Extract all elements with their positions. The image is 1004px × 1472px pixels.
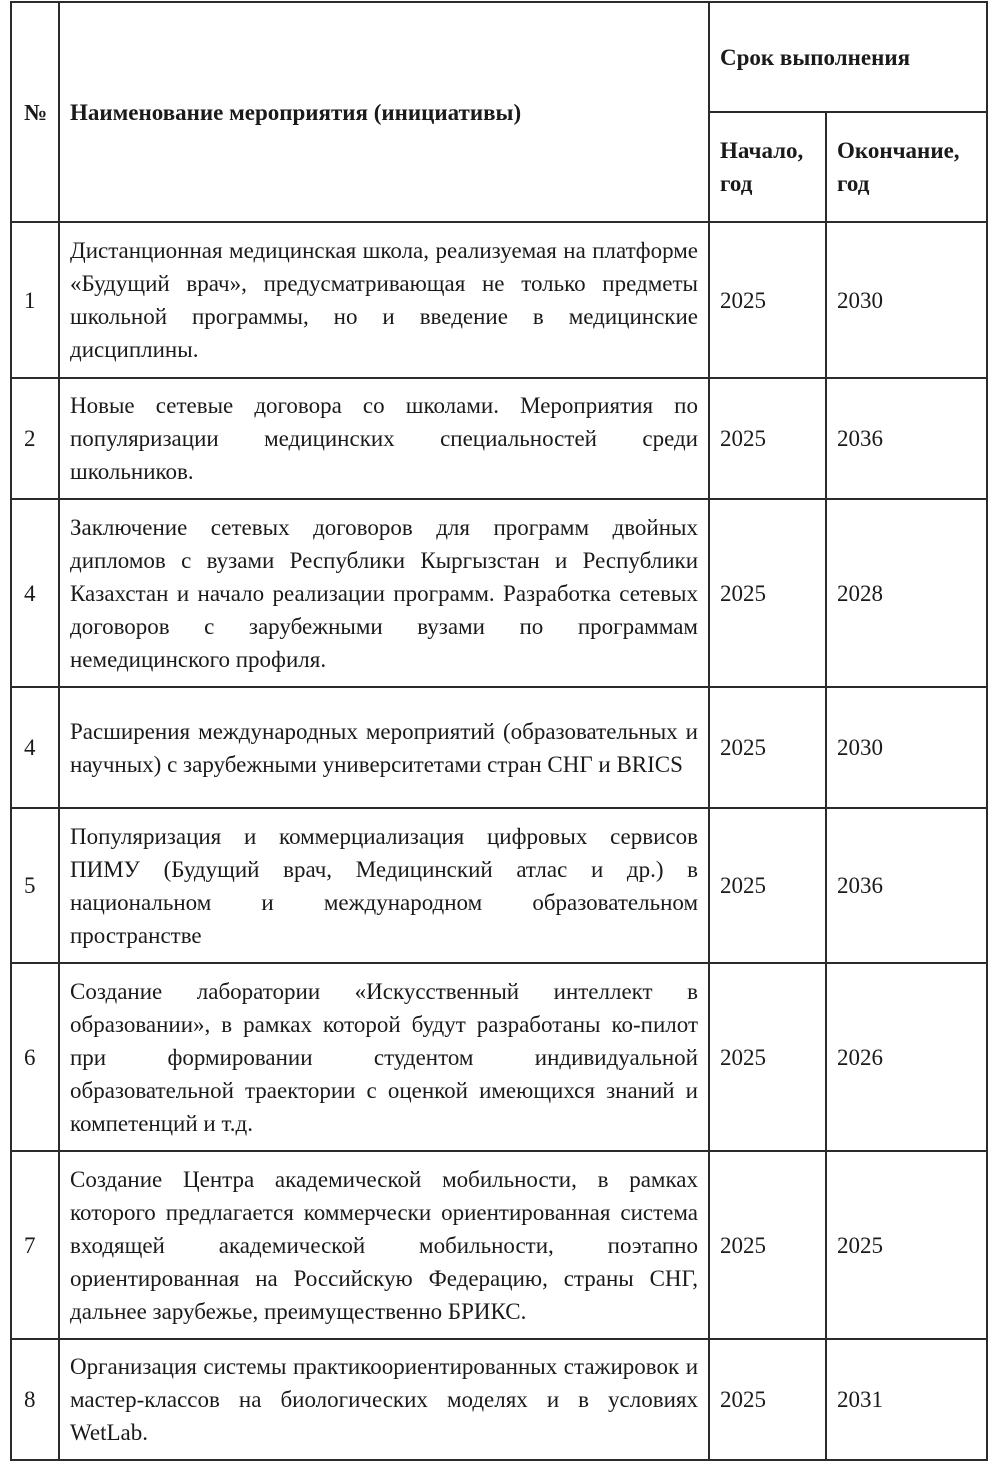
row-name: Популяризация и коммерциализация цифровых сервисов ПИМУ (Будущий врач, Медицинский атлас и др.) в национальном и международном образовательном пространстве bbox=[59, 808, 709, 963]
table-row bbox=[11, 1151, 987, 1339]
header-term: Срок выполнения bbox=[709, 2, 987, 112]
header-end-year: Окончание, год bbox=[826, 112, 987, 222]
row-start-year: 2025 bbox=[709, 222, 826, 378]
row-end-year: 2030 bbox=[826, 222, 987, 378]
table-row bbox=[11, 687, 987, 808]
row-number: 2 bbox=[11, 378, 59, 499]
row-end-year: 2025 bbox=[826, 1151, 987, 1339]
row-number: 4 bbox=[11, 687, 59, 808]
row-end-year: 2030 bbox=[826, 687, 987, 808]
row-name: Организация системы практикоориентированных стажировок и мастер-классов на биологических моделях и в условиях WetLab. bbox=[59, 1339, 709, 1460]
row-number: 1 bbox=[11, 222, 59, 378]
row-number: 8 bbox=[11, 1339, 59, 1460]
row-end-year: 2036 bbox=[826, 378, 987, 499]
table-row bbox=[11, 378, 987, 499]
row-start-year: 2025 bbox=[709, 378, 826, 499]
table-row bbox=[11, 222, 987, 378]
row-number: 5 bbox=[11, 808, 59, 963]
row-number: 7 bbox=[11, 1151, 59, 1339]
row-start-year: 2025 bbox=[709, 963, 826, 1151]
table-row bbox=[11, 808, 987, 963]
row-number: 4 bbox=[11, 499, 59, 687]
row-start-year: 2025 bbox=[709, 808, 826, 963]
table-row bbox=[11, 1339, 987, 1460]
row-name: Расширения международных мероприятий (образовательных и научных) с зарубежными университетами стран СНГ и BRICS bbox=[59, 687, 709, 808]
initiatives-table bbox=[10, 1, 988, 1461]
row-start-year: 2025 bbox=[709, 1339, 826, 1460]
table-row bbox=[11, 963, 987, 1151]
row-name: Дистанционная медицинская школа, реализуемая на платформе «Будущий врач», предусматривающая не только предметы школьной программы, но и введение в медицинские дисциплины. bbox=[59, 222, 709, 378]
header-number: № bbox=[11, 2, 59, 222]
row-number: 6 bbox=[11, 963, 59, 1151]
row-name: Заключение сетевых договоров для программ двойных дипломов с вузами Республики Кыргызстан и Республики Казахстан и начало реализации программ. Разработка сетевых договоров с зарубежными вузами по программам немедицинского профиля. bbox=[59, 499, 709, 687]
row-end-year: 2026 bbox=[826, 963, 987, 1151]
row-name: Создание лаборатории «Искусственный интеллект в образовании», в рамках которой будут разработаны ко-пилот при формировании студентом индивидуальной образовательной траектории с оценкой имеющихся знаний и компетенций и т.д. bbox=[59, 963, 709, 1151]
row-start-year: 2025 bbox=[709, 1151, 826, 1339]
table-row bbox=[11, 499, 987, 687]
header-start-year: Начало, год bbox=[709, 112, 826, 222]
header-row-top bbox=[11, 2, 987, 112]
row-end-year: 2031 bbox=[826, 1339, 987, 1460]
row-start-year: 2025 bbox=[709, 687, 826, 808]
row-name: Новые сетевые договора со школами. Мероприятия по популяризации медицинских специальностей среди школьников. bbox=[59, 378, 709, 499]
row-name: Создание Центра академической мобильности, в рамках которого предлагается коммерчески ориентированная система входящей академической мобильности, поэтапно ориентированная на Российскую Федерацию, страны СНГ, дальнее зарубежье, преимущественно БРИКС. bbox=[59, 1151, 709, 1339]
row-end-year: 2036 bbox=[826, 808, 987, 963]
row-start-year: 2025 bbox=[709, 499, 826, 687]
row-end-year: 2028 bbox=[826, 499, 987, 687]
header-name: Наименование мероприятия (инициативы) bbox=[59, 2, 709, 222]
